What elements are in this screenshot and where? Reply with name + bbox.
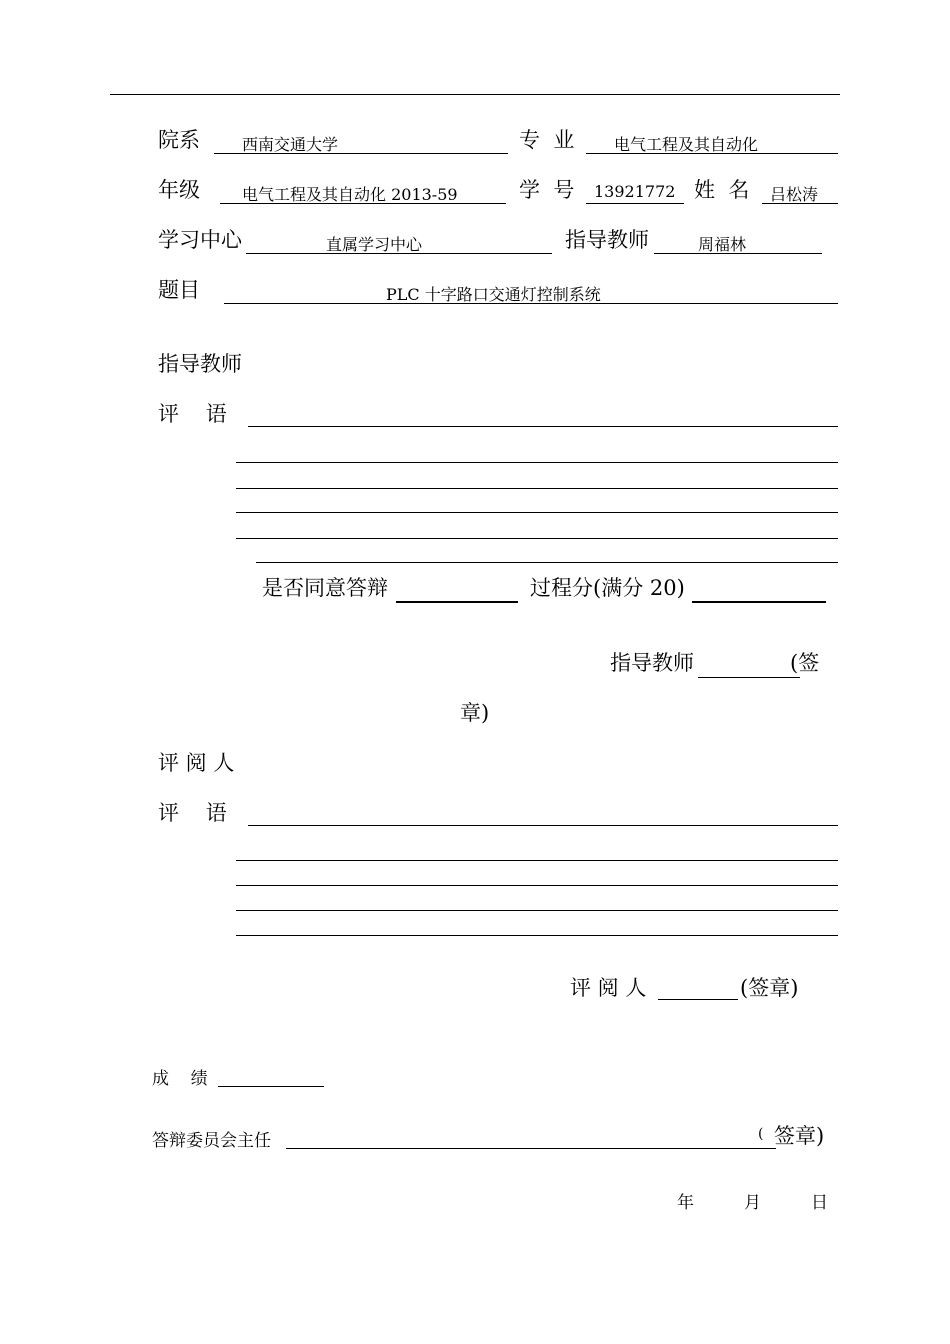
reviewer-sign-label: 评 阅 人 — [570, 976, 647, 1000]
advisor-comment-line-1 — [248, 426, 838, 427]
reviewer-comment-line-1 — [248, 825, 838, 826]
committee-sign-field[interactable] — [286, 1148, 776, 1149]
process-score-field[interactable] — [692, 601, 826, 603]
advisor-value: 周福林 — [698, 235, 747, 254]
reviewer-comment-line-3 — [236, 885, 838, 886]
reviewer-comment-line-4 — [236, 910, 838, 911]
reviewer-section-title: 评 阅 人 — [158, 751, 235, 775]
reviewer-comment-label: 评 语 — [158, 801, 227, 825]
dept-label: 院系 — [158, 128, 200, 152]
grade-field-line — [220, 203, 506, 204]
major-label: 专 业 — [519, 128, 575, 152]
process-score-label: 过程分(满分 20) — [530, 576, 685, 600]
score-label: 成 绩 — [152, 1069, 208, 1089]
advisor-comment-line-2 — [236, 462, 838, 463]
advisor-sign-suffix-1: (签 — [790, 651, 820, 675]
dept-value: 西南交通大学 — [242, 135, 339, 154]
advisor-comment-label: 评 语 — [158, 402, 227, 426]
defense-agree-label: 是否同意答辩 — [262, 576, 388, 600]
name-field-line — [762, 203, 838, 204]
date-day: 日 — [811, 1193, 828, 1213]
topic-value: PLC 十字路口交通灯控制系统 — [386, 285, 601, 304]
score-field[interactable] — [218, 1086, 324, 1087]
advisor-comment-line-6 — [256, 562, 838, 563]
reviewer-comment-line-2 — [236, 860, 838, 861]
top-rule — [110, 94, 840, 95]
major-field-line — [586, 153, 838, 154]
date-year: 年 — [677, 1193, 694, 1213]
topic-field-line — [224, 303, 838, 304]
center-field-line — [246, 253, 552, 254]
advisor-comment-line-3 — [236, 488, 838, 489]
committee-label: 答辩委员会主任 — [152, 1131, 271, 1151]
topic-label: 题目 — [158, 278, 200, 302]
name-label: 姓 名 — [694, 178, 750, 202]
defense-agree-field[interactable] — [396, 601, 518, 603]
center-value: 直属学习中心 — [326, 235, 423, 254]
reviewer-comment-line-5 — [236, 935, 838, 936]
advisor-field-line — [654, 253, 822, 254]
committee-sign-suffix: 签章) — [774, 1124, 825, 1148]
date-month: 月 — [744, 1193, 761, 1213]
reviewer-sign-field[interactable] — [658, 999, 738, 1000]
advisor-sign-suffix-2: 章) — [460, 701, 490, 725]
dept-field-line — [214, 153, 508, 154]
name-value: 吕松涛 — [770, 185, 819, 204]
grade-value: 电气工程及其自动化 2013-59 — [242, 185, 458, 204]
student-id-value: 13921772 — [594, 182, 676, 201]
advisor-comment-line-5 — [236, 538, 838, 539]
advisor-section-title: 指导教师 — [158, 352, 242, 376]
grade-label: 年级 — [158, 178, 200, 202]
center-label: 学习中心 — [158, 228, 242, 252]
advisor-comment-line-4 — [236, 512, 838, 513]
advisor-sign-field[interactable] — [698, 677, 800, 678]
student-id-label: 学 号 — [519, 178, 575, 202]
committee-sign-open: ( — [758, 1126, 764, 1142]
student-id-field-line — [586, 203, 684, 204]
advisor-sign-label: 指导教师 — [610, 651, 694, 675]
reviewer-sign-suffix: (签章) — [740, 976, 799, 1000]
major-value: 电气工程及其自动化 — [614, 135, 759, 154]
advisor-label: 指导教师 — [565, 228, 649, 252]
